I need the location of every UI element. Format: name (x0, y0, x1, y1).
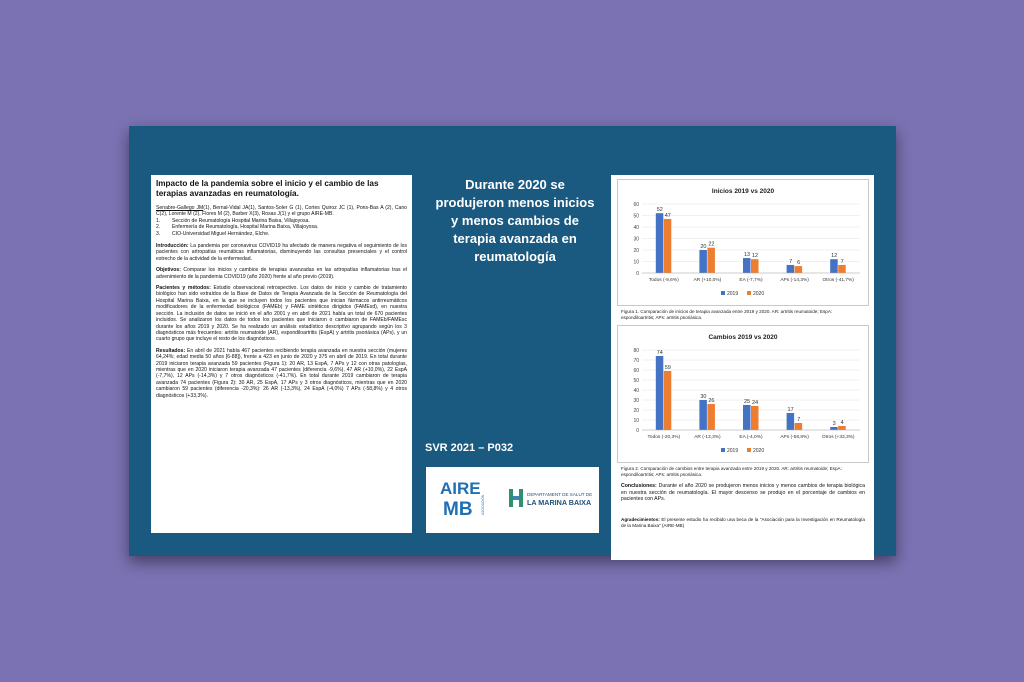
data-label: 12 (751, 253, 759, 260)
bar-2020-0 (664, 219, 672, 273)
bar-2019-3 (787, 265, 795, 273)
dept-line2: LA MARINA BAIXA (527, 498, 592, 507)
x-tick-label: AR (+10,0%) (693, 278, 722, 283)
acknowledgements: Agradecimientos: El presente estudio ha recibido una beca de la "Asociación para la Investigación en Reumatología de la Marina Baixa" (AIRE-MB) (621, 517, 865, 528)
y-tick-label: 30 (633, 398, 639, 404)
x-tick-label: Todos (-9,6%) (648, 278, 679, 283)
y-tick-label: 20 (633, 408, 639, 414)
y-tick-label: 30 (633, 236, 639, 243)
legend-label-2020: 2020 (753, 448, 765, 454)
h-logo-right (519, 489, 523, 507)
y-tick-label: 40 (633, 225, 639, 231)
bar-2019-4 (830, 427, 838, 430)
data-label: 6 (797, 260, 801, 267)
bar-2020-4 (838, 265, 846, 273)
data-label: 7 (789, 258, 793, 265)
y-tick-label: 40 (633, 388, 639, 394)
bar-2019-2 (743, 258, 751, 273)
chart-inicios (617, 179, 869, 306)
poster (129, 126, 896, 556)
y-tick-label: 10 (633, 259, 639, 266)
y-tick-label: 60 (633, 368, 639, 374)
y-tick-label: 10 (633, 418, 639, 424)
data-label: 74 (656, 350, 663, 356)
data-label: 59 (664, 365, 671, 371)
legend-swatch-2020 (747, 448, 751, 452)
data-label: 22 (708, 241, 715, 248)
first-author: Senabre-Gallego JM (156, 205, 204, 211)
data-label: 13 (743, 252, 751, 259)
y-tick-label: 60 (633, 202, 639, 208)
y-tick-label: 80 (633, 348, 639, 354)
methods: Pacientes y métodos: Estudio observacional retrospectivo. Los datos de inicio y cambio de tratamiento biológico han sido extraídos de la Base de Datos de Terapia Avanzada de la Sección de Reumatología del Hospital Marina Baixa, en la que se incluyen todos los pacientes que inician fármacos antirreumáticos modificadores de la enfermedad biológicos (FAMEb) y FAME sintéticos dirigidos (FAMEsd), en nuestra sección. La inclusión de datos se inició en el año 2001 y en abril de 2021 había un total de 670 pacientes incluidos. Se analizaron los datos de todos los pacientes que iniciaron o cambiaron de FAMEb/FAMEsc durante los años 2019 y 2020. Se ha realizado un análisis estadístico descriptivo agrupando según los 3 diagnósticos más frecuentes: artritis reumatoide (AR), espondiloartritis (EspA) y artritis psoriásica (APs), y un cuarto grupo que incluye el resto de los diagnósticos. (156, 285, 408, 343)
affiliation-2: 2. Enfermería de Reumatología, Hospital Marina Baixa, Villajoyosa. (156, 224, 319, 231)
chart-cambios (617, 325, 869, 463)
data-label: 47 (664, 212, 671, 219)
data-label: 12 (831, 253, 838, 260)
legend-label-2020: 2020 (753, 291, 765, 297)
data-label: 25 (743, 399, 751, 405)
data-label: 52 (656, 207, 663, 214)
marina-baixa-logo (509, 489, 592, 507)
author-list (156, 205, 407, 218)
data-label: 24 (751, 400, 759, 406)
data-label: 4 (840, 420, 844, 426)
mb-logo-text: MB (443, 499, 473, 520)
bar-2019-4 (830, 259, 838, 273)
bar-2020-3 (795, 266, 803, 273)
affiliation-1: 1. Sección de Reumatología Hospital Marina Baixa, Villajoyosa. (156, 217, 310, 224)
x-tick-label: EA (-4,0%) (739, 435, 763, 440)
y-tick-label: 50 (633, 213, 639, 220)
legend-swatch-2020 (747, 291, 751, 295)
results-panel (611, 175, 874, 560)
objectives: Objetivos: Comparar los inicios y cambios de terapias avanzadas en las artropatías inflamatorias tras el advenimiento de la pandemia COVID19 (año 2020) frente al año previo (2019). (156, 267, 407, 280)
bar-2019-0 (656, 356, 664, 430)
conclusions: Conclusiones: Durante el año 2020 se produjeron menos inicios y menos cambios de terapia biológica en nuestra sección de reumatología. El mayor descenso se produjo en el porcentaje de cambios en pacientes con APs. (621, 483, 865, 503)
legend-label-2019: 2019 (727, 448, 739, 454)
poster-headline: Durante 2020 se produjeron menos inicios y menos cambios de terapia avanzada en reumatología (435, 177, 595, 264)
bar-2020-4 (838, 426, 846, 430)
chart-inicios-svg (618, 180, 868, 305)
x-tick-label: APs (-14,3%) (780, 278, 809, 283)
x-tick-label: Otros (+33,3%) (821, 435, 855, 440)
legend-label-2019: 2019 (727, 291, 739, 297)
x-tick-label: AR (-13,3%) (694, 435, 721, 440)
h-logo-bar (513, 496, 519, 500)
affiliation-3: 3. CIO-Universidad Miguel Hernández, Elche. (156, 230, 270, 237)
dept-line1: DEPARTAMENT DE SALUT DE (527, 492, 593, 497)
poster-code: SVR 2021 – P032 (425, 442, 514, 454)
abstract-panel (151, 175, 412, 533)
x-tick-label: EA (-7,7%) (739, 278, 763, 283)
bar-2019-1 (699, 250, 707, 273)
x-tick-label: Todos (-20,3%) (647, 435, 681, 440)
bar-2019-2 (743, 405, 751, 430)
bar-2020-3 (795, 423, 803, 430)
y-tick-label: 70 (633, 358, 639, 364)
chart-title: Cambios 2019 vs 2020 (708, 334, 778, 341)
bar-2019-1 (699, 400, 707, 430)
bar-2020-1 (707, 404, 715, 430)
data-label: 30 (700, 394, 707, 400)
bar-2020-2 (751, 406, 759, 430)
aire-side-text: ASOCIACIÓN (481, 494, 485, 515)
abstract-title: Impacto de la pandemia sobre el inicio y el cambio de las terapias avanzadas en reumatología. (156, 179, 379, 198)
bar-2020-0 (664, 371, 672, 430)
data-label: 7 (797, 417, 801, 423)
data-label: 7 (840, 258, 844, 265)
figure-1-caption: Figura 1. Comparación de inicios de terapia avanzada entre 2019 y 2020. AR: artritis reumatoide; EspA: espondiloartritis; APs: artritis psoriásica. (621, 309, 833, 320)
y-tick-label: 20 (633, 248, 639, 254)
x-tick-label: APs (-58,8%) (780, 435, 809, 440)
legend-swatch-2019 (721, 291, 725, 295)
introduction: Introducción: La pandemia por coronavirus COVID19 ha afectado de manera negativa el seguimiento de los pacientes con artropatías reumáticas inflamatorias, disminuyendo las consultas presenciales y el control estrecho de la actividad de la enfermedad. (156, 243, 407, 262)
y-tick-label: 0 (636, 428, 639, 434)
other-authors: (1), Bernal-Vidal JA(1), Santos-Soler G (1), Cortes Quiroz JC (1), Pons-Bas A (2), Cano C(2), Lorente M (2), Flores M (2), Barber X(3), Rosas J(1) y el grupo AIRE-MB. (156, 205, 408, 218)
aire-logo-text: AIRE (440, 479, 481, 498)
aire-mb-logo (440, 479, 485, 520)
bar-2019-3 (787, 413, 795, 430)
data-label: 3 (832, 421, 836, 427)
bar-2020-1 (707, 248, 715, 273)
h-logo-left (509, 489, 513, 507)
chart-cambios-svg (618, 326, 868, 462)
logos-svg (426, 467, 599, 533)
bar-2020-2 (751, 259, 759, 273)
data-label: 17 (787, 407, 794, 413)
data-label: 26 (708, 398, 715, 404)
figure-2-caption: Figura 2. Comparación de cambios entre terapia avanzada entre 2019 y 2020. AR: artritis reumatoide; EspA: espondiloartritis; APs: artritis psoriásica. (621, 466, 842, 477)
bar-2019-0 (656, 213, 664, 273)
logos-box (426, 467, 599, 533)
x-tick-label: Otros (-41,7%) (822, 278, 854, 283)
data-label: 20 (700, 244, 707, 250)
results: Resultados: En abril de 2021 había 467 pacientes recibiendo terapia avanzada en nuestra sección (mujeres 64,24%; edad media 50 años [6-88]), frente a 423 en junio de 2020 y 375 en abril de 2019. En total durante 2019 iniciaron terapia avanzada 59 pacientes (Figura 1): 20 AR, 13 EspA, 7 APs y 12 con otras patologías, mientras que en 2020 iniciaron terapia avanzada 47 pacientes (diferencia -9,6%), 47 AR (+10,0%), 22 EspA (-7,7%), 12 APs (-14,3%) y 7 otros diagnósticos (-41,7%). En total durante 2019 cambiaron de terapia avanzada 74 pacientes (Figura 2): 30 AR, 25 EspA, 17 APs y 3 otros diagnósticos, mientras que en 2020 cambiaron 59 pacientes (diferencia -20,3%): 26 AR (-13,3%), 24 EspA (-4,0%) 7 APs (-58,8%) y 4 otros diagnósticos (+33,3%). (156, 347, 407, 399)
y-tick-label: 50 (633, 378, 639, 384)
chart-title: Inicios 2019 vs 2020 (711, 188, 775, 195)
legend-swatch-2019 (721, 448, 725, 452)
y-tick-label: 0 (636, 271, 639, 277)
